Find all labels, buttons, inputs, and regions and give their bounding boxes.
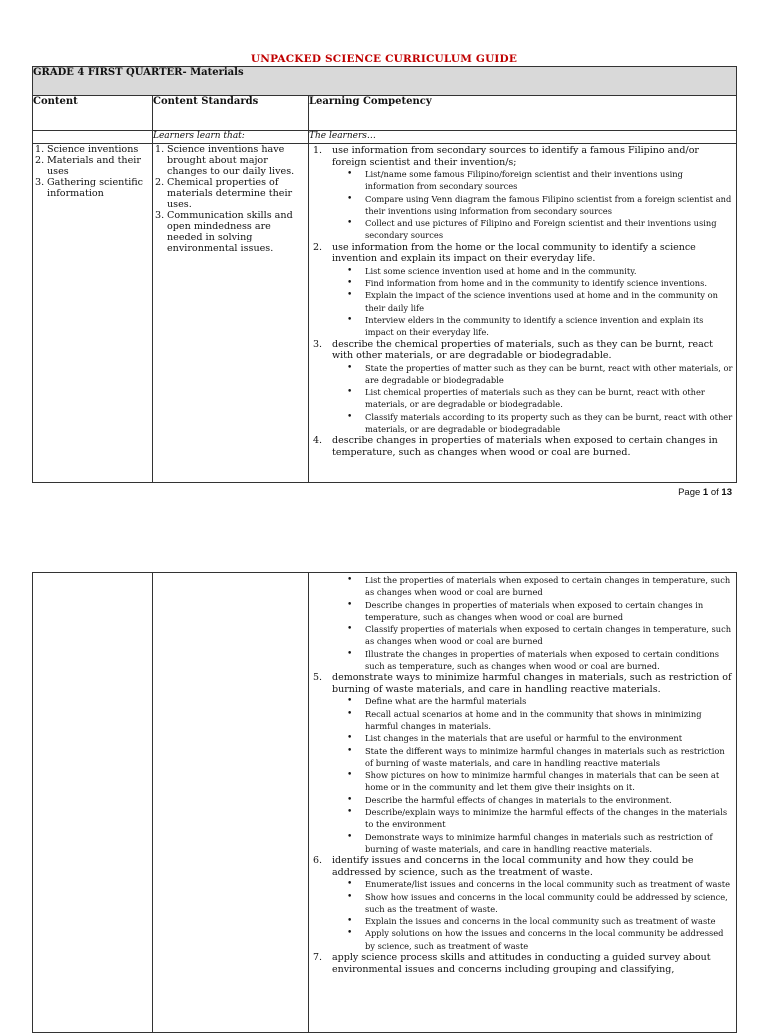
grade-header: GRADE 4 FIRST QUARTER- Materials [33,67,737,96]
list-number: 3. [35,177,45,188]
content-cell-continued [33,573,153,1033]
competency-column-header: Learning Competency [309,96,737,131]
competency-number: 5. [313,672,323,684]
standards-list [153,144,308,254]
competency-cell-continued [309,573,737,1033]
standards-cell [153,144,309,483]
sub-competency-item: • Recall actual scenarios at home and in the community that shows in minimizing harmful changes in materials. [344,708,734,733]
column-header-row [33,96,737,131]
sub-competency-item: • Classify materials according to its property such as they can be burnt, react with other materials, or are degradable or biodegradable [344,411,734,436]
sub-competency-item: • Compare using Venn diagram the famous Filipino scientist from a foreign scientist and their inventions using information from secondary sources [344,193,734,218]
sub-competency-item: • Explain the impact of the science inventions used at home and in the community on their daily life [344,289,734,314]
sub-competency-item: • List the properties of materials when exposed to certain changes in temperature, such as changes when wood or coal are burned [344,574,734,599]
competency-text: demonstrate ways to minimize harmful changes in materials, such as restriction of burning of waste materials, and care in handling reactive materials. [332,672,732,695]
competency-number: 2. [313,241,323,253]
standards-intro: Learners learn that: [153,131,309,144]
sub-competency-item: • Describe the harmful effects of changes in materials to the environment. [344,794,734,806]
body-row-continued [33,573,737,1033]
sub-competency-list [312,265,734,339]
competency-item [312,952,734,975]
list-text: Science inventions [47,144,139,155]
competency-item [312,145,734,168]
standard-item [153,210,308,254]
list-text: Chemical properties of materials determine their uses. [167,177,293,210]
list-text: Materials and their uses [47,155,141,177]
page-title: UNPACKED SCIENCE CURRICULUM GUIDE [250,53,518,65]
sub-competency-item: • Apply solutions on how the issues and concerns in the local community be addressed by science, such as treatment of waste [344,927,734,952]
sub-competency-item: • Describe changes in properties of materials when exposed to certain changes in temperature, such as changes when wood or coal are burned [344,599,734,624]
competency-intro: The learners… [309,131,737,144]
competency-list [309,144,736,460]
competency-text: use information from secondary sources to identify a famous Filipino and/or foreign scientist and their invention/s; [332,145,699,168]
sub-competency-item: • Show how issues and concerns in the local community could be addressed by science, such as the treatment of waste. [344,891,734,916]
sub-competency-item: • Illustrate the changes in properties of materials when exposed to certain conditions such as temperature, such as changes when wood or coal are burned. [344,648,734,673]
competency-item [312,435,734,458]
intro-row [33,131,737,144]
sub-competency-item: • State the properties of matter such as they can be burnt, react with other materials, or are degradable or biodegradable [344,362,734,387]
content-cell [33,144,153,483]
sub-competency-item: • Demonstrate ways to minimize harmful changes in materials such as restriction of burning of waste materials, and care in handling reactive materials. [344,831,734,856]
competency-text: use information from the home or the local community to identify a science invention and explain its impact on their everyday life. [332,241,696,265]
list-number: 2. [35,155,45,166]
sub-competency-item: • List chemical properties of materials such as they can be burnt, react with other materials, or are degradable or biodegradable. [344,386,734,411]
list-number: 1. [155,144,165,155]
competency-text: describe changes in properties of materials when exposed to certain changes in temperature, such as changes when wood or coal are burned. [332,435,718,458]
content-item [33,144,152,155]
list-text: Gathering scientific information [47,177,144,199]
content-list [33,144,152,199]
competency-item [312,672,734,695]
competency-number: 1. [313,145,323,156]
page-current: 1 [702,487,709,498]
content-item [33,155,152,177]
sub-competency-item: • Define what are the harmful materials [344,695,734,707]
page-total: 13 [721,487,732,498]
standards-column-header: Content Standards [153,96,309,131]
competency-list-continued [309,573,736,977]
competency-number: 3. [313,338,323,350]
competency-item [312,339,734,362]
grade-header-row [33,67,737,96]
standards-cell-continued [153,573,309,1033]
page-label: Page [678,487,703,498]
competency-item [312,855,734,878]
sub-competency-item: • List changes in the materials that are useful or harmful to the environment [344,732,734,744]
list-text: Science inventions have brought about major changes to our daily lives. [167,144,295,177]
sub-competency-item: • List/name some famous Filipino/foreign scientist and their inventions using information from secondary sources [344,168,734,193]
sub-competency-list [312,574,734,672]
competency-item [312,242,734,265]
curriculum-table-page-1 [32,66,737,483]
body-row [33,144,737,483]
sub-competency-item: • Describe/explain ways to minimize the harmful effects of the changes in the materials to the environment [344,806,734,831]
curriculum-table-page-2 [32,572,737,1033]
list-text: Communication skills and open mindedness are needed in solving environmental issues. [167,210,293,254]
competency-number: 6. [313,855,323,867]
list-number: 2. [155,177,165,188]
competency-number: 7. [313,952,323,964]
standard-item [153,177,308,210]
competency-cell [309,144,737,483]
sub-competency-list [312,695,734,855]
sub-competency-item: • Interview elders in the community to identify a science invention and explain its impact on their everyday life. [344,314,734,339]
sub-competency-item: • Enumerate/list issues and concerns in the local community such as treatment of waste [344,878,734,890]
sub-competency-item: • Find information from home and in the community to identify science inventions. [344,277,734,289]
page-number [678,487,732,498]
content-column-header: Content [33,96,153,131]
competency-text: identify issues and concerns in the local community and how they could be addressed by science, such as the treatment of waste. [332,855,694,878]
sub-competency-item: • List some science invention used at home and in the community. [344,265,734,277]
standard-item [153,144,308,177]
page-of: of [708,487,722,498]
competency-number: 4. [313,435,323,447]
content-intro-cell [33,131,153,144]
sub-competency-item: • Collect and use pictures of Filipino and Foreign scientist and their inventions using secondary sources [344,217,734,242]
list-number: 1. [35,144,45,155]
sub-competency-item: • Explain the issues and concerns in the local community such as treatment of waste [344,915,734,927]
competency-text: apply science process skills and attitudes in conducting a guided survey about environmental issues and concerns including grouping and classifying, [332,952,711,975]
sub-competency-list [312,168,734,242]
content-item [33,177,152,199]
sub-competency-list [312,878,734,952]
competency-text: describe the chemical properties of materials, such as they can be burnt, react with other materials, or are degradable or biodegradable. [332,338,713,362]
sub-competency-item: • Show pictures on how to minimize harmful changes in materials that can be seen at home or in the community and let them give their insights on it. [344,769,734,794]
sub-competency-list [312,362,734,436]
list-number: 3. [155,210,165,221]
sub-competency-item: • State the different ways to minimize harmful changes in materials such as restriction of burning of waste materials, and care in handling reactive materials [344,745,734,770]
sub-competency-item: • Classify properties of materials when exposed to certain changes in temperature, such as changes when wood or coal are burned [344,623,734,648]
